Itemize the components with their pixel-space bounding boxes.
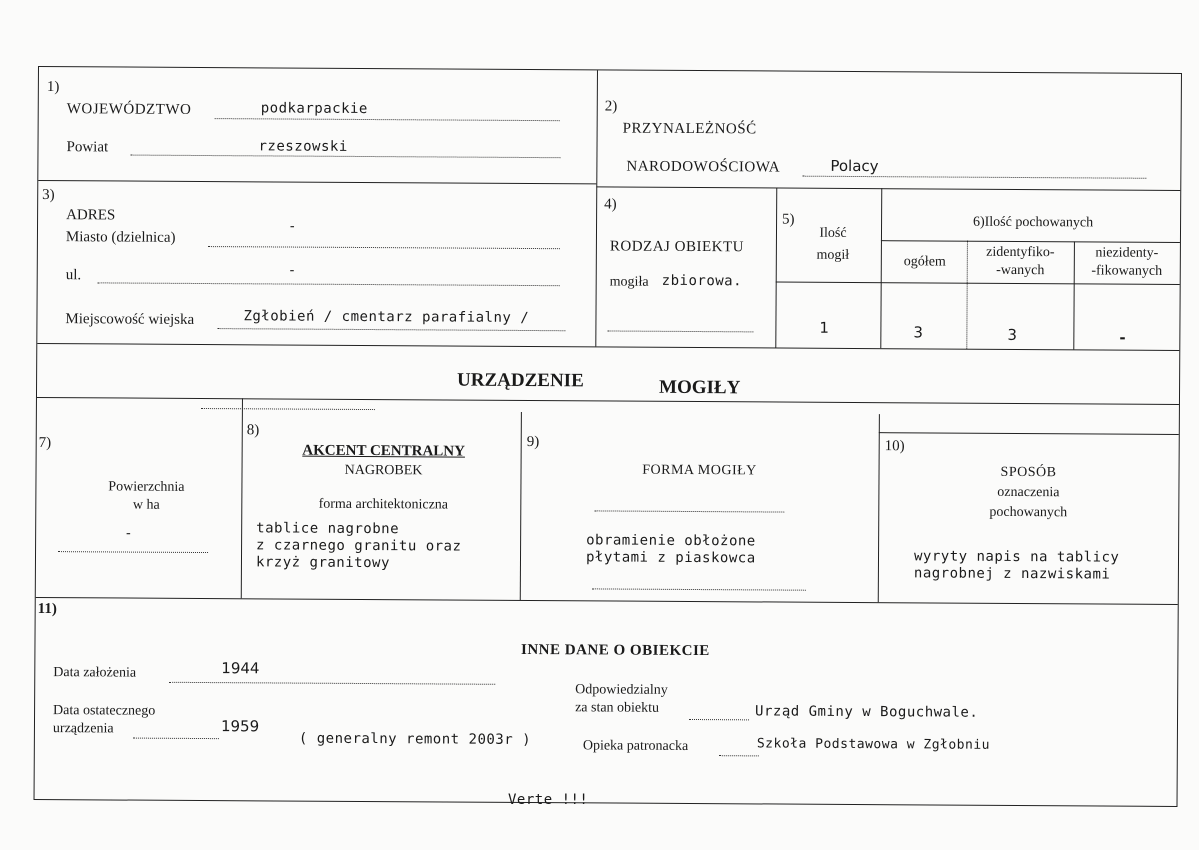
- last-arrangement-note: ( generalny remont 2003r ): [298, 730, 532, 749]
- patronage-label: Opieka patronacka: [582, 738, 689, 754]
- address-label: ADRES: [66, 207, 116, 224]
- street-label: ul.: [65, 267, 82, 284]
- marking-method-title: SPOSÓB: [1000, 464, 1057, 481]
- grave-form-title: FORMA MOGIŁY: [642, 462, 757, 479]
- section-title-word-1: URZĄDZENIE: [457, 369, 584, 392]
- buried-total-label: ogółem: [903, 254, 946, 270]
- central-accent-subtitle: NAGROBEK: [344, 462, 423, 479]
- nationality-label-2: NARODOWOŚCIOWA: [626, 158, 781, 176]
- patronage-value: Szkoła Podstawowa w Zgłobniu: [756, 736, 991, 753]
- marking-method-value-1: wyryty napis na tablicy: [913, 548, 1120, 566]
- area-label-2: w ha: [132, 497, 160, 513]
- nationality-label-1: PRZYNALEŻNOŚĆ: [622, 120, 757, 138]
- city-label: Miasto (dzielnica): [65, 229, 176, 246]
- voivodeship-value: podkarpackie: [260, 100, 368, 118]
- section-5-number: 5): [782, 211, 795, 228]
- marking-method-value-2: nagrobnej z nazwiskami: [913, 565, 1111, 583]
- responsible-label-2: za stan obiektu: [575, 700, 660, 716]
- unidentified-label-2: -fikowanych: [1091, 263, 1163, 279]
- section-2-number: 2): [604, 98, 618, 115]
- marking-method-sub-2: pochowanych: [989, 504, 1068, 521]
- last-arrangement-value: 1959: [220, 717, 260, 736]
- unidentified-value: -: [1119, 328, 1126, 347]
- central-accent-value-3: krzyż granitowy: [255, 554, 390, 572]
- section-9-number: 9): [526, 433, 540, 451]
- founding-date-label: Data założenia: [53, 665, 137, 681]
- section-4-number: 4): [604, 196, 617, 213]
- area-label-1: Powierzchnia: [108, 479, 185, 495]
- identified-value: 3: [1007, 325, 1017, 344]
- county-value: rzeszowski: [258, 138, 348, 155]
- section-11-number: 11): [37, 601, 57, 618]
- identified-label-1: zidentyfiko-: [986, 244, 1055, 261]
- identified-label-2: -wanych: [996, 262, 1045, 279]
- village-value: Zgłobień / cmentarz parafialny /: [243, 308, 530, 327]
- responsible-value: Urząd Gminy w Boguchwale.: [755, 703, 979, 721]
- section-3-number: 3): [42, 187, 55, 204]
- section-1-number: 1): [46, 79, 60, 96]
- graves-count-label-1: Ilość: [819, 225, 847, 241]
- marking-method-sub-1: oznaczenia: [997, 484, 1060, 501]
- object-type-prefix: mogiła: [609, 274, 649, 290]
- central-accent-title: AKCENT CENTRALNY: [302, 442, 466, 460]
- voivodeship-label: WOJEWÓDZTWO: [66, 101, 192, 118]
- section-7-number: 7): [38, 435, 52, 452]
- graves-count-label-2: mogił: [816, 247, 850, 263]
- graves-count-value: 1: [819, 318, 830, 337]
- last-arrangement-label-2: urządzenia: [52, 721, 114, 737]
- central-accent-value-2: z czarnego granitu oraz: [256, 537, 462, 555]
- central-accent-value-1: tablice nagrobne: [256, 520, 400, 538]
- grave-form-value-1: obramienie obłożone: [586, 532, 756, 550]
- county-label: Powiat: [66, 139, 109, 156]
- responsible-label-1: Odpowiedzialny: [575, 682, 668, 698]
- city-value: -: [287, 218, 298, 235]
- object-type-value: zbiorowa.: [661, 272, 743, 290]
- object-type-label: RODZAJ OBIEKTU: [609, 238, 745, 256]
- architectural-form-label: forma architektoniczna: [318, 496, 449, 513]
- other-data-title: INNE DANE O OBIEKCIE: [520, 641, 710, 660]
- section-10-number: 10): [884, 438, 905, 455]
- street-value: -: [287, 262, 297, 279]
- buried-total-value: 3: [913, 323, 923, 342]
- verte-footer: Verte !!!: [508, 792, 589, 808]
- founding-date-value: 1944: [221, 659, 260, 678]
- area-value: -: [124, 525, 134, 542]
- section-title-word-2: MOGIŁY: [658, 376, 741, 399]
- grave-form-value-2: płytami z piaskowca: [585, 549, 756, 567]
- section-8-number: 8): [246, 422, 260, 439]
- last-arrangement-label-1: Data ostatecznego: [53, 703, 156, 719]
- grave-record-form: [34, 66, 1182, 807]
- unidentified-label-1: niezidenty-: [1095, 245, 1159, 261]
- nationality-value: Polacy: [830, 156, 879, 176]
- village-label: Miejscowość wiejska: [65, 311, 195, 328]
- buried-count-title: 6)Ilość pochowanych: [972, 214, 1094, 231]
